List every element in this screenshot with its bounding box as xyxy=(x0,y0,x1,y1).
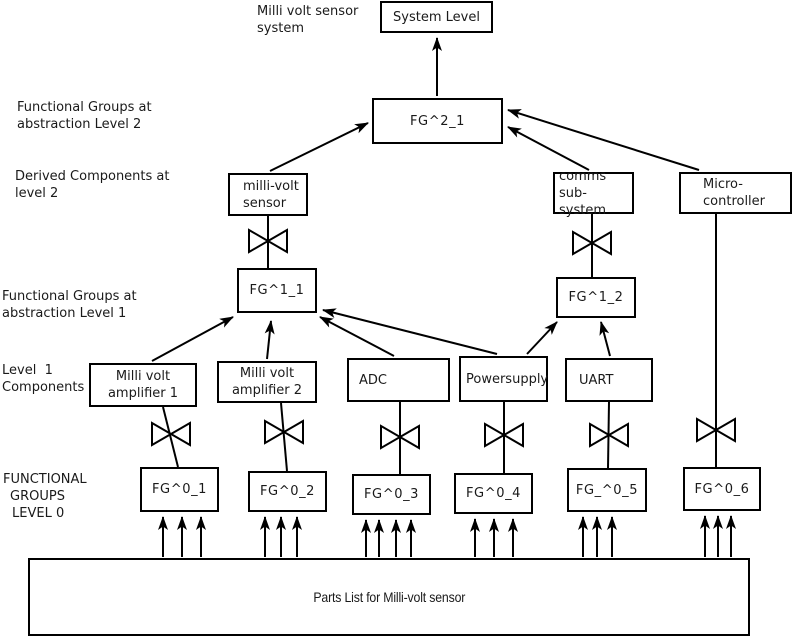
node-fg0-3 xyxy=(352,474,431,515)
label-line: Functional Groups at xyxy=(2,289,137,304)
node-parts-list xyxy=(28,558,750,636)
node-fg0-6 xyxy=(683,467,761,511)
node-label: FG^0_2 xyxy=(259,484,316,499)
node-milli-volt-amplifier-2 xyxy=(217,361,317,403)
node-label: amplifier 2 xyxy=(231,383,303,398)
node-milli-volt-sensor xyxy=(228,173,308,216)
edge-comms-to-fg2-1 xyxy=(508,127,589,170)
node-fg2-1 xyxy=(372,98,503,144)
label-line: system xyxy=(257,21,304,36)
node-fg1-2 xyxy=(556,277,636,318)
node-label: FG^2_1 xyxy=(409,113,466,129)
node-label: amplifier 1 xyxy=(107,386,179,401)
node-label: Parts List for Milli-volt sensor xyxy=(313,588,465,605)
node-adc xyxy=(347,358,450,402)
edge-uart-to-fg1-2 xyxy=(601,322,610,356)
label-system-note xyxy=(257,3,358,37)
label-line: Functional Groups at xyxy=(17,100,152,115)
node-label: UART xyxy=(579,372,614,388)
label-line: LEVEL 0 xyxy=(12,506,65,521)
node-label: controller xyxy=(703,194,766,209)
node-uart xyxy=(565,358,653,402)
label-line: FUNCTIONAL xyxy=(3,472,87,487)
node-fg0-2 xyxy=(248,471,327,512)
edge-amp1-to-fg1-1 xyxy=(152,317,233,361)
label-line: Level 1 xyxy=(2,363,53,378)
node-label: FG^0_3 xyxy=(363,487,420,502)
node-label: FG^0_1 xyxy=(151,482,208,497)
node-label: sensor xyxy=(243,195,287,211)
node-label: ADC xyxy=(359,372,387,388)
node-fg0-1 xyxy=(140,467,219,512)
node-fg0-5 xyxy=(567,468,647,512)
edge-amp2-to-fg1-1 xyxy=(267,321,271,359)
label-derived-components-level2 xyxy=(15,168,169,202)
node-label: milli-volt xyxy=(243,178,299,194)
node-label: comms xyxy=(559,168,607,184)
node-milli-volt-amplifier-1 xyxy=(89,363,197,407)
node-micro-controller xyxy=(679,172,792,214)
node-fg0-4 xyxy=(454,473,533,514)
label-line: abstraction Level 1 xyxy=(2,306,127,321)
label-line: abstraction Level 2 xyxy=(17,117,142,132)
node-system-level xyxy=(380,1,493,33)
node-label: FG^1_2 xyxy=(568,290,624,305)
node-label: Powersupply xyxy=(466,371,549,387)
node-label: System Level xyxy=(393,9,480,25)
edge-micro-to-fg2-1 xyxy=(508,110,699,170)
node-label: FG^1_1 xyxy=(249,283,305,298)
label-functional-groups-level1 xyxy=(2,288,137,322)
node-label: Milli volt xyxy=(239,366,295,381)
edge-adc-to-fg1-1 xyxy=(320,317,394,356)
label-level1-components xyxy=(2,362,84,396)
node-fg1-1 xyxy=(237,268,317,313)
node-label: FG^0_6 xyxy=(694,481,750,497)
node-label: Milli volt xyxy=(115,369,171,384)
node-label: FG_^0_5 xyxy=(575,482,639,498)
node-comms-subsystem xyxy=(553,168,634,218)
label-line: level 2 xyxy=(15,186,59,201)
node-label: sub-system xyxy=(559,185,606,218)
edge-sensor-to-fg2-1 xyxy=(270,123,368,171)
label-line: Milli volt sensor xyxy=(257,4,359,19)
edge-powersupply-to-fg1-2 xyxy=(527,322,557,354)
label-line: Components xyxy=(2,380,85,395)
label-functional-groups-level2 xyxy=(17,99,152,133)
label-line: GROUPS xyxy=(10,489,65,504)
node-powersupply xyxy=(459,356,548,402)
node-label: Micro- xyxy=(703,177,743,192)
label-line: Derived Components at xyxy=(15,169,170,184)
label-functional-groups-level0 xyxy=(3,471,87,522)
line-amp2-to-fg0-2 xyxy=(281,403,287,471)
node-label: FG^0_4 xyxy=(465,486,522,501)
